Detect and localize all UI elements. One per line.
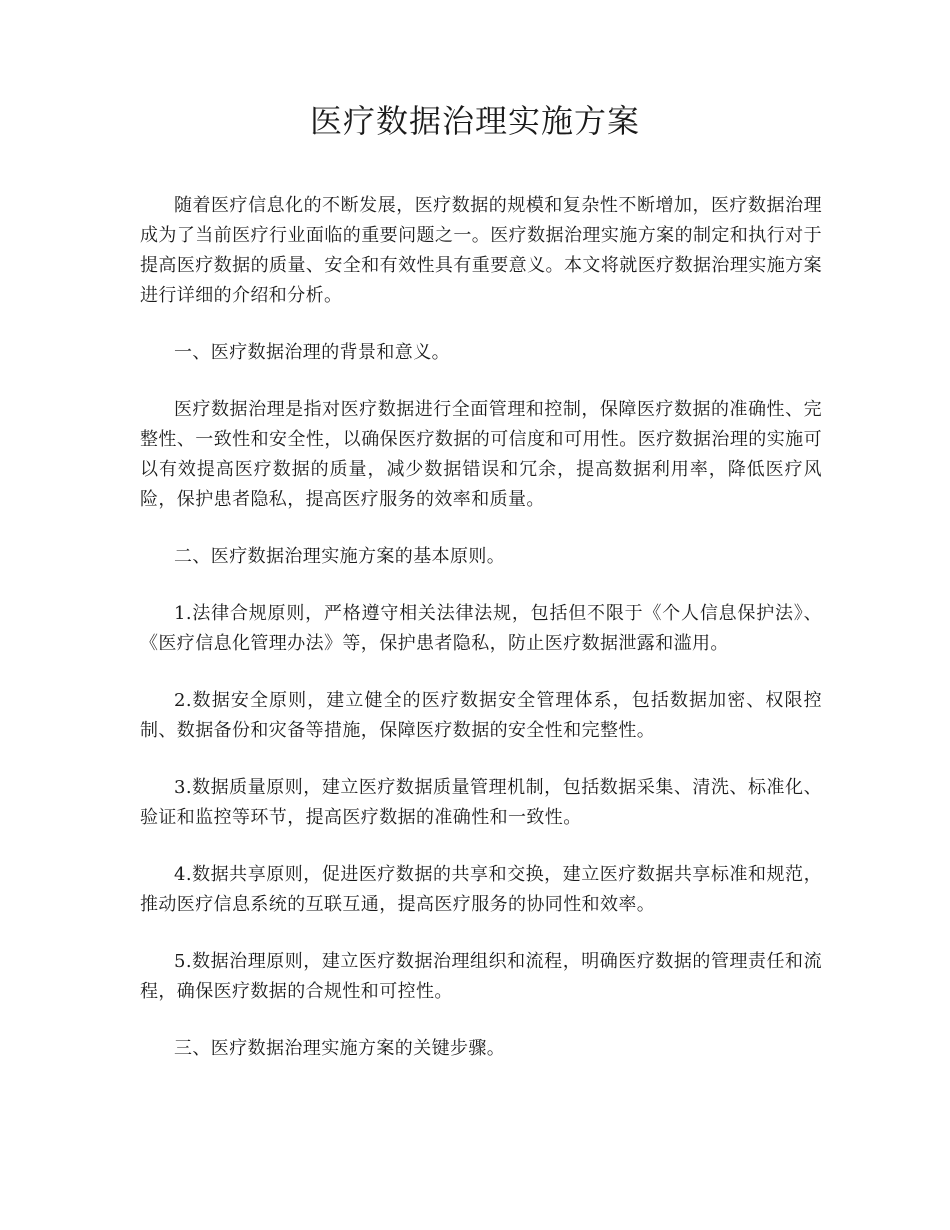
paragraph-gap: [140, 1007, 822, 1034]
paragraph-gap: [140, 311, 822, 338]
paragraph-intro: 随着医疗信息化的不断发展，医疗数据的规模和复杂性不断增加，医疗数据治理成为了当前医疗行业面临的重要问题之一。医疗数据治理实施方案的制定和执行对于提高医疗数据的质量、安全和有效性具有重要意义。本文将就医疗数据治理实施方案进行详细的介绍和分析。: [140, 195, 822, 306]
section-heading-3: 三、医疗数据治理实施方案的关键步骤。: [174, 1038, 506, 1059]
principle-3: 3.数据质量原则，建立医疗数据质量管理机制，包括数据采集、清洗、标准化、验证和监控等环节，提高医疗数据的准确性和一致性。: [140, 777, 822, 828]
document-body: [140, 191, 822, 1064]
section-heading-1: 一、医疗数据治理的背景和意义。: [174, 342, 450, 363]
paragraph-gap: [140, 572, 822, 599]
paragraph-gap: [140, 515, 822, 542]
paragraph-gap: [140, 368, 822, 395]
paragraph-gap: [140, 920, 822, 947]
paragraph-gap: [140, 833, 822, 860]
paragraph-gap: [140, 746, 822, 773]
principle-2: 2.数据安全原则，建立健全的医疗数据安全管理体系，包括数据加密、权限控制、数据备份和灾备等措施，保障医疗数据的安全性和完整性。: [140, 690, 822, 741]
principle-5: 5.数据治理原则，建立医疗数据治理组织和流程，明确医疗数据的管理责任和流程，确保医疗数据的合规性和可控性。: [140, 951, 822, 1002]
paragraph-background: 医疗数据治理是指对医疗数据进行全面管理和控制，保障医疗数据的准确性、完整性、一致性和安全性，以确保医疗数据的可信度和可用性。医疗数据治理的实施可以有效提高医疗数据的质量，减少数据错误和冗余，提高数据利用率，降低医疗风险，保护患者隐私，提高医疗服务的效率和质量。: [140, 399, 822, 510]
principle-4: 4.数据共享原则，促进医疗数据的共享和交换，建立医疗数据共享标准和规范，推动医疗信息系统的互联互通，提高医疗服务的协同性和效率。: [140, 864, 822, 915]
principle-1: 1.法律合规原则，严格遵守相关法律法规，包括但不限于《个人信息保护法》、《医疗信息化管理办法》等，保护患者隐私，防止医疗数据泄露和滥用。: [140, 603, 822, 654]
paragraph-gap: [140, 659, 822, 686]
section-heading-2: 二、医疗数据治理实施方案的基本原则。: [174, 546, 506, 567]
document-title: 医疗数据治理实施方案: [309, 102, 640, 140]
